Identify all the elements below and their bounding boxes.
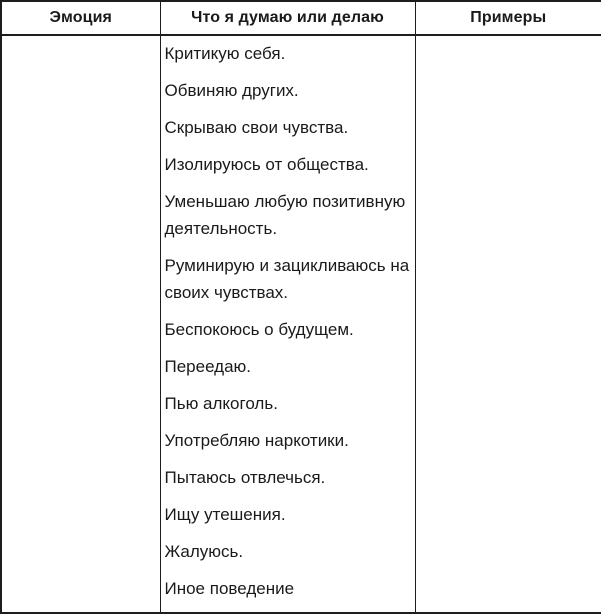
behavior-item [165, 114, 412, 141]
thoughts-cell [160, 35, 415, 613]
behavior-item [165, 40, 412, 67]
behavior-item-line: Руминирую и зацикливаюсь на [164, 256, 410, 275]
examples-cell [415, 35, 601, 613]
behavior-item [165, 575, 412, 602]
behavior-item-line: Изолируюсь от общества. [164, 155, 369, 174]
emotion-cell [1, 35, 160, 613]
behavior-items [165, 40, 412, 602]
behavior-item-line: Скрываю свои чувства. [164, 118, 349, 137]
col-header-examples: Примеры [415, 1, 601, 35]
col-header-emotion: Эмоция [1, 1, 160, 35]
behavior-item-line: Употребляю наркотики. [164, 431, 349, 450]
col-header-thoughts-actions: Что я думаю или делаю [160, 1, 415, 35]
header-row [1, 1, 601, 35]
behavior-item-line: Жалуюсь. [164, 542, 244, 561]
behavior-item-line: Переедаю. [164, 357, 252, 376]
behavior-item [165, 501, 412, 528]
behavior-item-line: Пью алкоголь. [164, 394, 278, 413]
behavior-item [165, 353, 412, 380]
behavior-item [165, 427, 412, 454]
behavior-item [165, 188, 412, 242]
behavior-item [165, 390, 412, 417]
behavior-item-line: Пытаюсь отвлечься. [164, 468, 326, 487]
behavior-item-line: Обвиняю других. [164, 81, 299, 100]
behavior-item-line: своих чувствах. [164, 283, 289, 302]
behavior-item [165, 538, 412, 565]
behavior-item-line: Уменьшаю любую позитивную [164, 192, 406, 211]
behavior-item [165, 151, 412, 178]
behavior-item-line: Иное поведение [164, 579, 295, 598]
behavior-item-line: Критикую себя. [164, 44, 286, 63]
behavior-item-line: деятельность. [164, 219, 278, 238]
behavior-item [165, 77, 412, 104]
behavior-item [165, 252, 412, 306]
behavior-item [165, 464, 412, 491]
behavior-item-line: Беспокоюсь о будущем. [164, 320, 354, 339]
behavior-item-line: Ищу утешения. [164, 505, 286, 524]
behavior-item [165, 316, 412, 343]
body-row [1, 35, 601, 613]
